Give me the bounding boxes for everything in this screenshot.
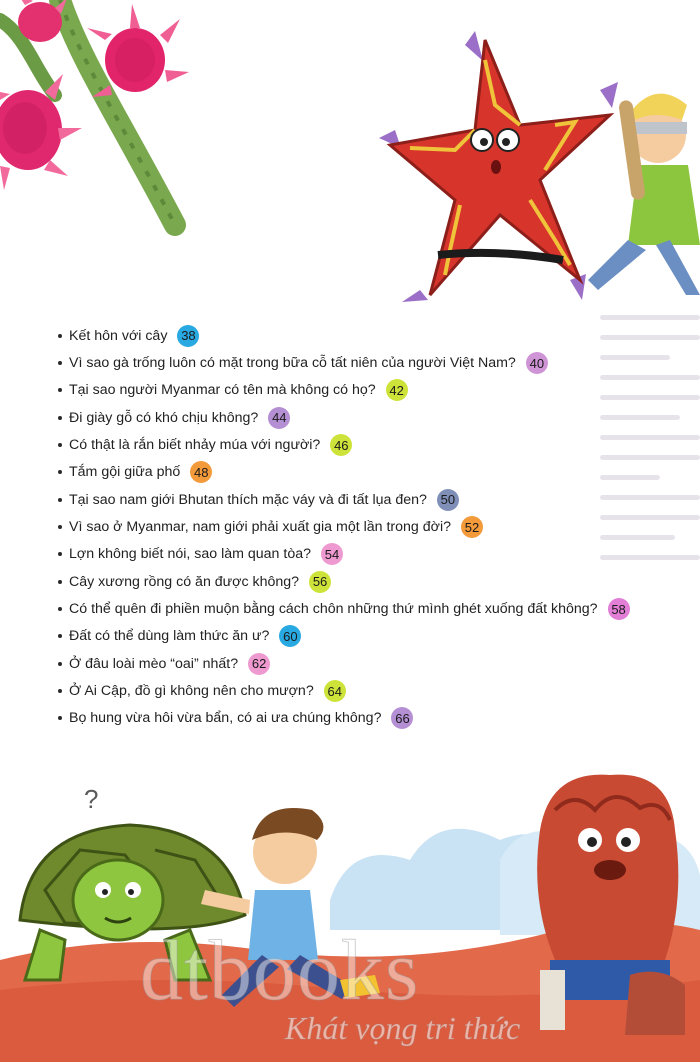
toc-item[interactable] (58, 431, 618, 458)
toc-item-title: Cây xương rồng có ăn được không? (69, 573, 300, 590)
toc-item-title: Đất có thể dùng làm thức ăn ư? (69, 628, 270, 645)
page-number-badge: 60 (279, 625, 301, 647)
page-number-badge: 56 (309, 571, 331, 593)
toc-item-title: Vì sao ở Myanmar, nam giới phải xuất gia một lần trong đời? (69, 519, 451, 536)
toc-item[interactable] (58, 486, 618, 513)
toc-item-title: Ở Ai Cập, đồ gì không nên cho mượn? (69, 683, 314, 700)
toc-item[interactable] (58, 595, 626, 622)
page-number-badge: 50 (437, 489, 459, 511)
mud-man-icon (520, 770, 700, 1040)
dragon-fruit-icon (0, 0, 200, 240)
page-number-badge: 46 (330, 434, 352, 456)
bullet-icon (58, 388, 62, 392)
toc-item-title: Bọ hung vừa hôi vừa bẩn, có ai ưa chúng không? (69, 710, 382, 727)
toc-item-title: Lợn không biết nói, sao làm quan tòa? (69, 546, 311, 563)
bullet-icon (58, 361, 62, 365)
toc-item[interactable] (58, 459, 618, 486)
toc-item[interactable] (58, 541, 618, 568)
toc-item[interactable] (58, 404, 618, 431)
toc-item[interactable] (58, 568, 618, 595)
watermark-tagline: Khát vọng tri thức (285, 1010, 521, 1046)
table-of-contents (58, 322, 626, 732)
toc-item-title: Vì sao gà trống luôn có mặt trong bữa cỗ tất niên của người Việt Nam? (69, 355, 516, 372)
page-number-badge: 64 (324, 680, 346, 702)
bullet-icon (58, 634, 62, 638)
page-number-badge: 48 (190, 461, 212, 483)
page-number-badge: 52 (461, 516, 483, 538)
page-number-badge: 40 (526, 352, 548, 374)
bullet-icon (58, 716, 62, 720)
bullet-icon (58, 662, 62, 666)
bullet-icon (58, 580, 62, 584)
page-number-badge: 62 (248, 653, 270, 675)
page-number-badge: 38 (177, 325, 199, 347)
toc-item-title: Tắm gội giữa phố (69, 464, 181, 481)
toc-item-title: Kết hôn với cây (69, 327, 168, 344)
page-number-badge: 44 (268, 407, 290, 429)
star-pinata-icon (370, 30, 700, 320)
toc-item[interactable] (58, 349, 618, 376)
bullet-icon (58, 443, 62, 447)
toc-item-title: Tại sao người Myanmar có tên mà không có họ? (69, 382, 376, 399)
toc-item-title: Có thật là rắn biết nhảy múa với người? (69, 437, 321, 454)
toc-item-title: Tại sao nam giới Bhutan thích mặc váy và đi tất lụa đen? (69, 491, 427, 508)
page-number-badge: 58 (608, 598, 630, 620)
toc-item[interactable] (58, 623, 618, 650)
toc-item-title: Ở đâu loài mèo “oai” nhất? (69, 655, 239, 672)
bullet-icon (58, 498, 62, 502)
page-number-badge: 42 (386, 379, 408, 401)
toc-item-title: Đi giày gỗ có khó chịu không? (69, 409, 259, 426)
toc-item-title: Có thể quên đi phiền muộn bằng cách chôn những thứ mình ghét xuống đất không? (69, 601, 598, 618)
toc-item[interactable] (58, 705, 618, 732)
bullet-icon (58, 525, 62, 529)
bullet-icon (58, 552, 62, 556)
bullet-icon (58, 416, 62, 420)
toc-item[interactable] (58, 677, 618, 704)
watermark-brand: dtbooks (140, 922, 420, 1018)
toc-item[interactable] (58, 650, 618, 677)
bullet-icon (58, 470, 62, 474)
toc-item[interactable] (58, 377, 618, 404)
toc-item[interactable] (58, 513, 618, 540)
page-number-badge: 66 (391, 707, 413, 729)
page-number-badge: 54 (321, 543, 343, 565)
toc-item[interactable] (58, 322, 618, 349)
bullet-icon (58, 334, 62, 338)
svg-text:?: ? (84, 784, 99, 814)
bullet-icon (58, 607, 62, 611)
bullet-icon (58, 689, 62, 693)
